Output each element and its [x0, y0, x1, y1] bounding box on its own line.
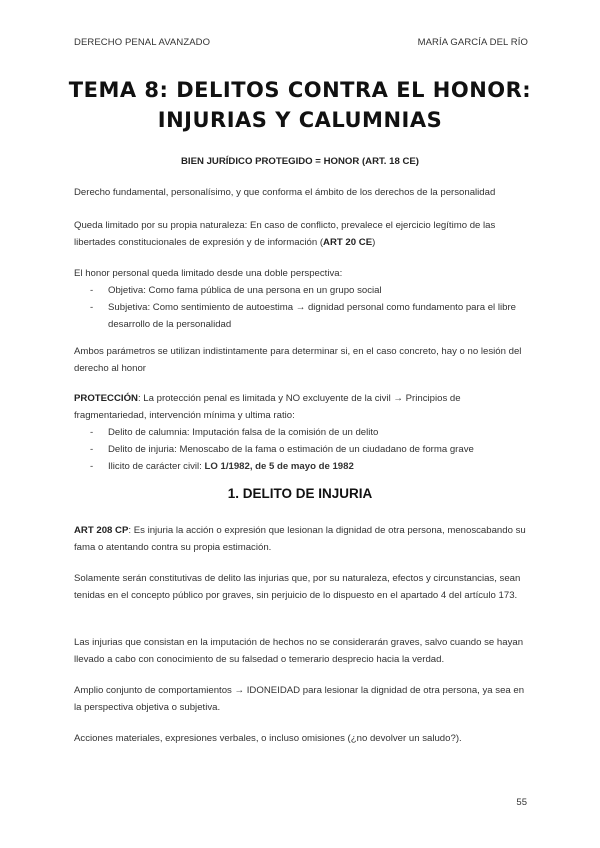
paragraph-2-bold: ART 20 CE — [323, 237, 373, 248]
list-item-text — [94, 458, 530, 475]
list-dash: - — [90, 444, 94, 455]
paragraph-9: Amplio conjunto de comportamientos → IDONEIDAD para lesionar la dignidad de otra persona, ya sea en la perspectiva objetiva o subjetiva. — [74, 685, 525, 713]
paragraph-5-text: : La protección penal es limitada y NO excluyente de la civil → Principios de fragmentariedad, intervención mínima y ultima ratio: — [74, 393, 461, 421]
list-dash: - — [90, 302, 94, 313]
list-item-text: Subjetiva: Como sentimiento de autoestima → dignidad personal como fundamento para el libre desarrollo de la personalidad — [108, 302, 516, 330]
list-dash: - — [90, 427, 94, 438]
paragraph-7: Solamente serán constitutivas de delito las injurias que, por su naturaleza, efectos y circunstancias, sean tenidas en el concepto público por graves, sin perjuicio de lo dispuesto en el apartado 4 del artículo 173. — [74, 573, 521, 601]
paragraph-3: El honor personal queda limitado desde una doble perspectiva: — [74, 268, 343, 279]
list-item — [90, 458, 530, 475]
subheading: BIEN JURÍDICO PROTEGIDO = HONOR (ART. 18 CE) — [180, 156, 419, 167]
paragraph-4: Ambos parámetros se utilizan indistintamente para determinar si, en el caso concreto, hay o no lesión del derecho al honor — [74, 346, 522, 374]
list-item-text: Delito de calumnia: Imputación falsa de la comisión de un delito — [108, 427, 379, 438]
list-dash: - — [90, 285, 94, 296]
paragraph-5-bold: PROTECCIÓN — [74, 393, 138, 404]
title-line-1: TEMA 8: DELITOS CONTRA EL HONOR: — [68, 78, 532, 102]
paragraph-6-bold: ART 208 CP — [74, 525, 129, 536]
list-item-text: Delito de injuria: Menoscabo de la fama o estimación de un ciudadano de forma grave — [108, 444, 474, 455]
section-heading: 1. DELITO DE INJURIA — [227, 486, 373, 501]
list-item-text: Objetiva: Como fama pública de una persona en un grupo social — [108, 285, 382, 296]
list-item — [90, 424, 530, 441]
list-item — [90, 441, 530, 458]
paragraph-6 — [74, 522, 530, 556]
paragraph-10: Acciones materiales, expresiones verbales, o incluso omisiones (¿no devolver un saludo?). — [74, 733, 462, 744]
paragraph-2-text: Queda limitado por su propia naturaleza: En caso de conflicto, prevalece el ejercicio legítimo de las libertades constitucionales de expresión y de información ( — [74, 220, 496, 248]
list-item — [90, 299, 530, 333]
header-course: DERECHO PENAL AVANZADO — [74, 37, 211, 48]
page-number: 55 — [516, 797, 527, 808]
title-line-2: INJURIAS Y CALUMNIAS — [157, 108, 443, 132]
list-item-lead: Ilicito de carácter civil: — [108, 461, 205, 472]
paragraph-6-text: : Es injuria la acción o expresión que lesionan la dignidad de otra persona, menoscabando su fama o atentando contra su propia estimación. — [74, 525, 526, 553]
page-header — [74, 37, 528, 48]
list-dash: - — [90, 461, 94, 472]
header-author: MARÍA GARCÍA DEL RÍO — [417, 37, 528, 48]
paragraph-2 — [74, 217, 530, 251]
list-item-bold: LO 1/1982, de 5 de mayo de 1982 — [204, 461, 354, 472]
paragraph-1: Derecho fundamental, personalísimo, y que conforma el ámbito de los derechos de la personalidad — [74, 187, 496, 198]
paragraph-5 — [74, 390, 530, 424]
paragraph-2-end: ) — [372, 237, 376, 248]
paragraph-8: Las injurias que consistan en la imputación de hechos no se considerarán graves, salvo cuando se hayan llevado a cabo con conocimiento de su falsedad o temerario desprecio hacia la verdad. — [74, 637, 524, 665]
list-item — [90, 282, 530, 299]
